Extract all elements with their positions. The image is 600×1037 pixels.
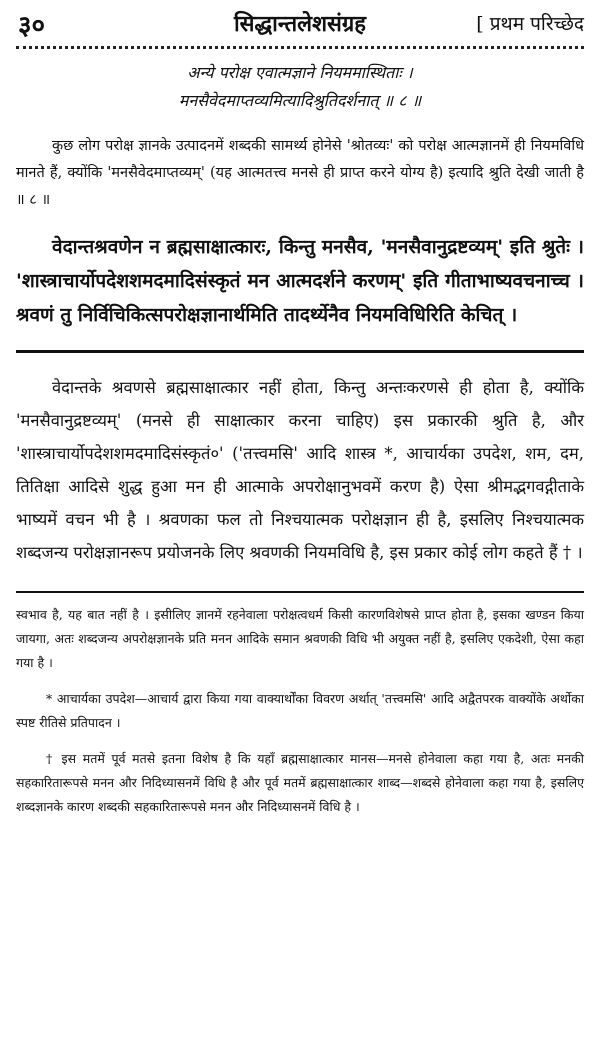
page-number: ३० [18,11,46,41]
section-divider [16,350,584,353]
footnotes [16,603,584,819]
section-label: [ प्रथम परिच्छेद [476,13,584,35]
footnote-continuation: स्वभाव है, यह बात नहीं है । इसीलिए ज्ञानमें रहनेवाला परोक्षत्वधर्म किसी कारणविशेषसे प्राप्त होता है, इसका खण्डन किया जायगा, अतः शब्दजन्य अपरोक्षज्ञानके प्रति मनन आदिके समान श्रवणकी विधि भी अयुक्त नहीं है, इसलिए एकदेशी, ऐसा कहा गया है । [16,607,584,670]
page-header [16,0,584,46]
hindi-translation: वेदान्तके श्रवणसे ब्रह्मसाक्षात्कार नहीं होता, किन्तु अन्तःकरणसे ही होता है, क्योंकि 'मनसैवानुद्रष्टव्यम्' (मनसे ही साक्षात्कार करना चाहिए) इस प्रकारकी श्रुति है, और 'शास्त्राचार्योपदेशशमदमादिसंस्कृतं०' ('तत्त्वमसि' आदि शास्त्र *, आचार्यका उपदेश, शम, दम, तितिक्षा आदिसे शुद्ध हुआ मन ही आत्माके अपरोक्षानुभवमें करण है) ऐसा श्रीमद्भगवद्गीताके भाष्यमें वचन भी है । श्रवणका फल तो निश्चयात्मक परोक्षज्ञान ही है, इसलिए निश्चयात्मक शब्दजन्य परोक्षज्ञानरूप प्रयोजनके लिए श्रवणकी नियमविधि है, इस प्रकार कोई लोग कहते हैं † । [16,378,584,562]
footnote-asterisk: * आचार्यका उपदेश—आचार्य द्वारा किया गया वाक्यार्थोंका विवरण अर्थात् 'तत्त्वमसि' आदि अद्वैतपरक वाक्योंके अर्थोका स्पष्ट रीतिसे प्रतिपादन । [16,691,584,730]
verse-translation: कुछ लोग परोक्ष ज्ञानके उत्पादनमें शब्दकी सामर्थ्य होनेसे 'श्रोतव्यः' को परोक्ष आत्मज्ञानमें ही नियमविधि मानते हैं, क्योंकि 'मनसैवेदमाप्तव्यम्' (यह आत्मतत्त्व मनसे ही प्राप्त करने योग्य है) इत्यादि श्रुति देखी जाती है ॥ ८ ॥ [16,138,584,208]
verse-block [16,59,584,115]
verse-line-1: अन्ये परोक्ष एवात्मज्ञाने नियममास्थिताः । [187,63,413,82]
footnote-divider [16,591,584,593]
footnote-dagger: † इस मतमें पूर्व मतसे इतना विशेष है कि यहाँ ब्रह्मसाक्षात्कार मानस—मनसे होनेवाला कहा गया है, अतः मनकी सहकारितारूपसे मनन और निदिध्यासनमें विधि है और पूर्व मतमें ब्रह्मसाक्षात्कार शाब्द—शब्दसे होनेवाला कहा गया है, इसलिए शब्दज्ञानके कारण शब्दकी सहकारितारूपसे मनन और निदिध्यासनमें विधि है । [16,751,584,814]
running-title: सिद्धान्तलेशसंग्रह [233,11,366,37]
header-divider [16,46,584,49]
sanskrit-commentary: वेदान्तश्रवणेन न ब्रह्मसाक्षात्कारः, किन्तु मनसैव, 'मनसैवानुद्रष्टव्यम्' इति श्रुतेः । 'शास्त्राचार्योपदेशशमदमादिसंस्कृतं मन आत्मदर्शने करणम्' इति गीताभाष्यवचनाच्च । श्रवणं तु निर्विचिकित्सपरोक्षज्ञानार्थमिति तादर्थ्येनैव नियमविधिरिति केचित् । [16,236,584,326]
verse-line-2: मनसैवेदमाप्तव्यमित्यादिश्रुतिदर्शनात् ॥ ८ ॥ [178,91,422,110]
